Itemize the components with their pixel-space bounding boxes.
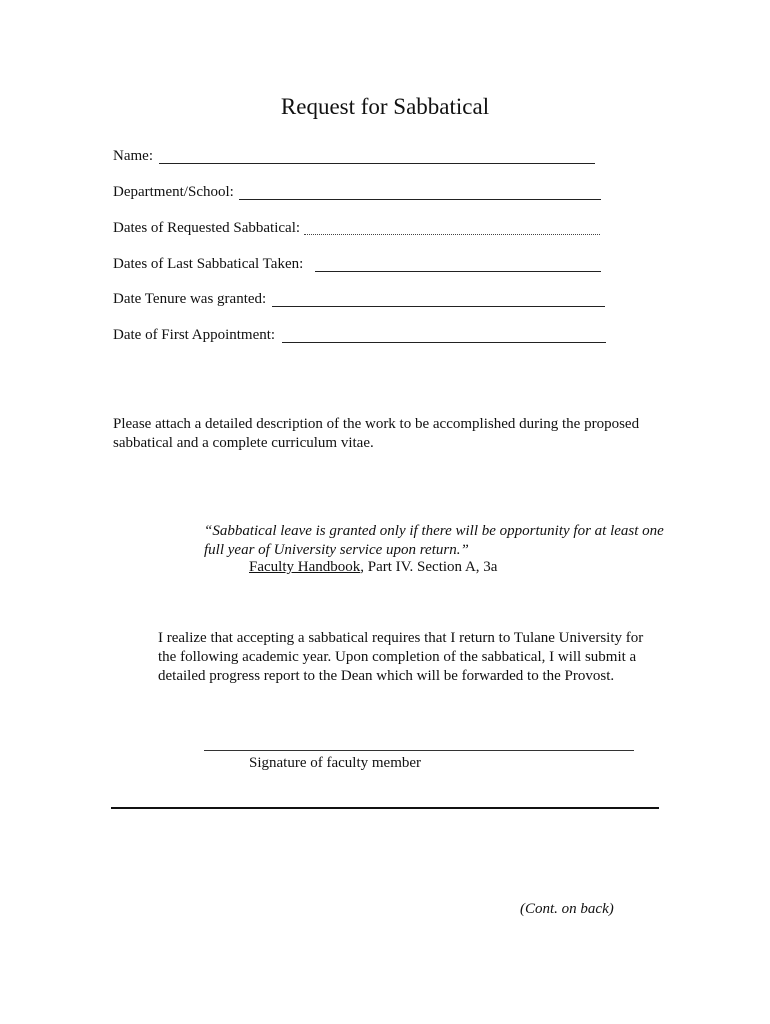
name-field[interactable] [159, 163, 595, 164]
handbook-citation [249, 558, 497, 577]
signature-field[interactable] [204, 750, 634, 751]
signature-label: Signature of faculty member [249, 755, 422, 771]
requested-dates-label: Dates of Requested Sabbatical: [113, 220, 301, 236]
handbook-title: Faculty Handbook [249, 559, 361, 575]
attachment-instructions: Please attach a detailed description of the work to be accomplished during the proposed sabbatical and a complete curriculum vitae. [113, 416, 640, 451]
handbook-quote: “Sabbatical leave is granted only if there will be opportunity for at least one full year of University service upon return.” [204, 523, 664, 558]
department-field[interactable] [239, 199, 601, 200]
last-sabbatical-label: Dates of Last Sabbatical Taken: [113, 256, 304, 272]
name-label: Name: [113, 148, 153, 164]
requested-dates-field[interactable] [304, 234, 600, 235]
department-label: Department/School: [113, 184, 234, 200]
form-title: Request for Sabbatical [280, 94, 490, 119]
continued-note: (Cont. on back) [520, 901, 614, 917]
tenure-date-label: Date Tenure was granted: [113, 291, 267, 307]
tenure-date-field[interactable] [272, 306, 605, 307]
first-appointment-label: Date of First Appointment: [113, 327, 276, 343]
return-agreement: I realize that accepting a sabbatical requires that I return to Tulane University for the following academic year. Upon completion of the sabbatical, I will submit a detailed progress report to the Dean which will be forwarded to the Provost. [158, 630, 644, 684]
last-sabbatical-field[interactable] [315, 271, 601, 272]
handbook-section: , Part IV. Section A, 3a [360, 559, 498, 575]
section-divider [111, 807, 659, 809]
first-appointment-field[interactable] [282, 342, 606, 343]
